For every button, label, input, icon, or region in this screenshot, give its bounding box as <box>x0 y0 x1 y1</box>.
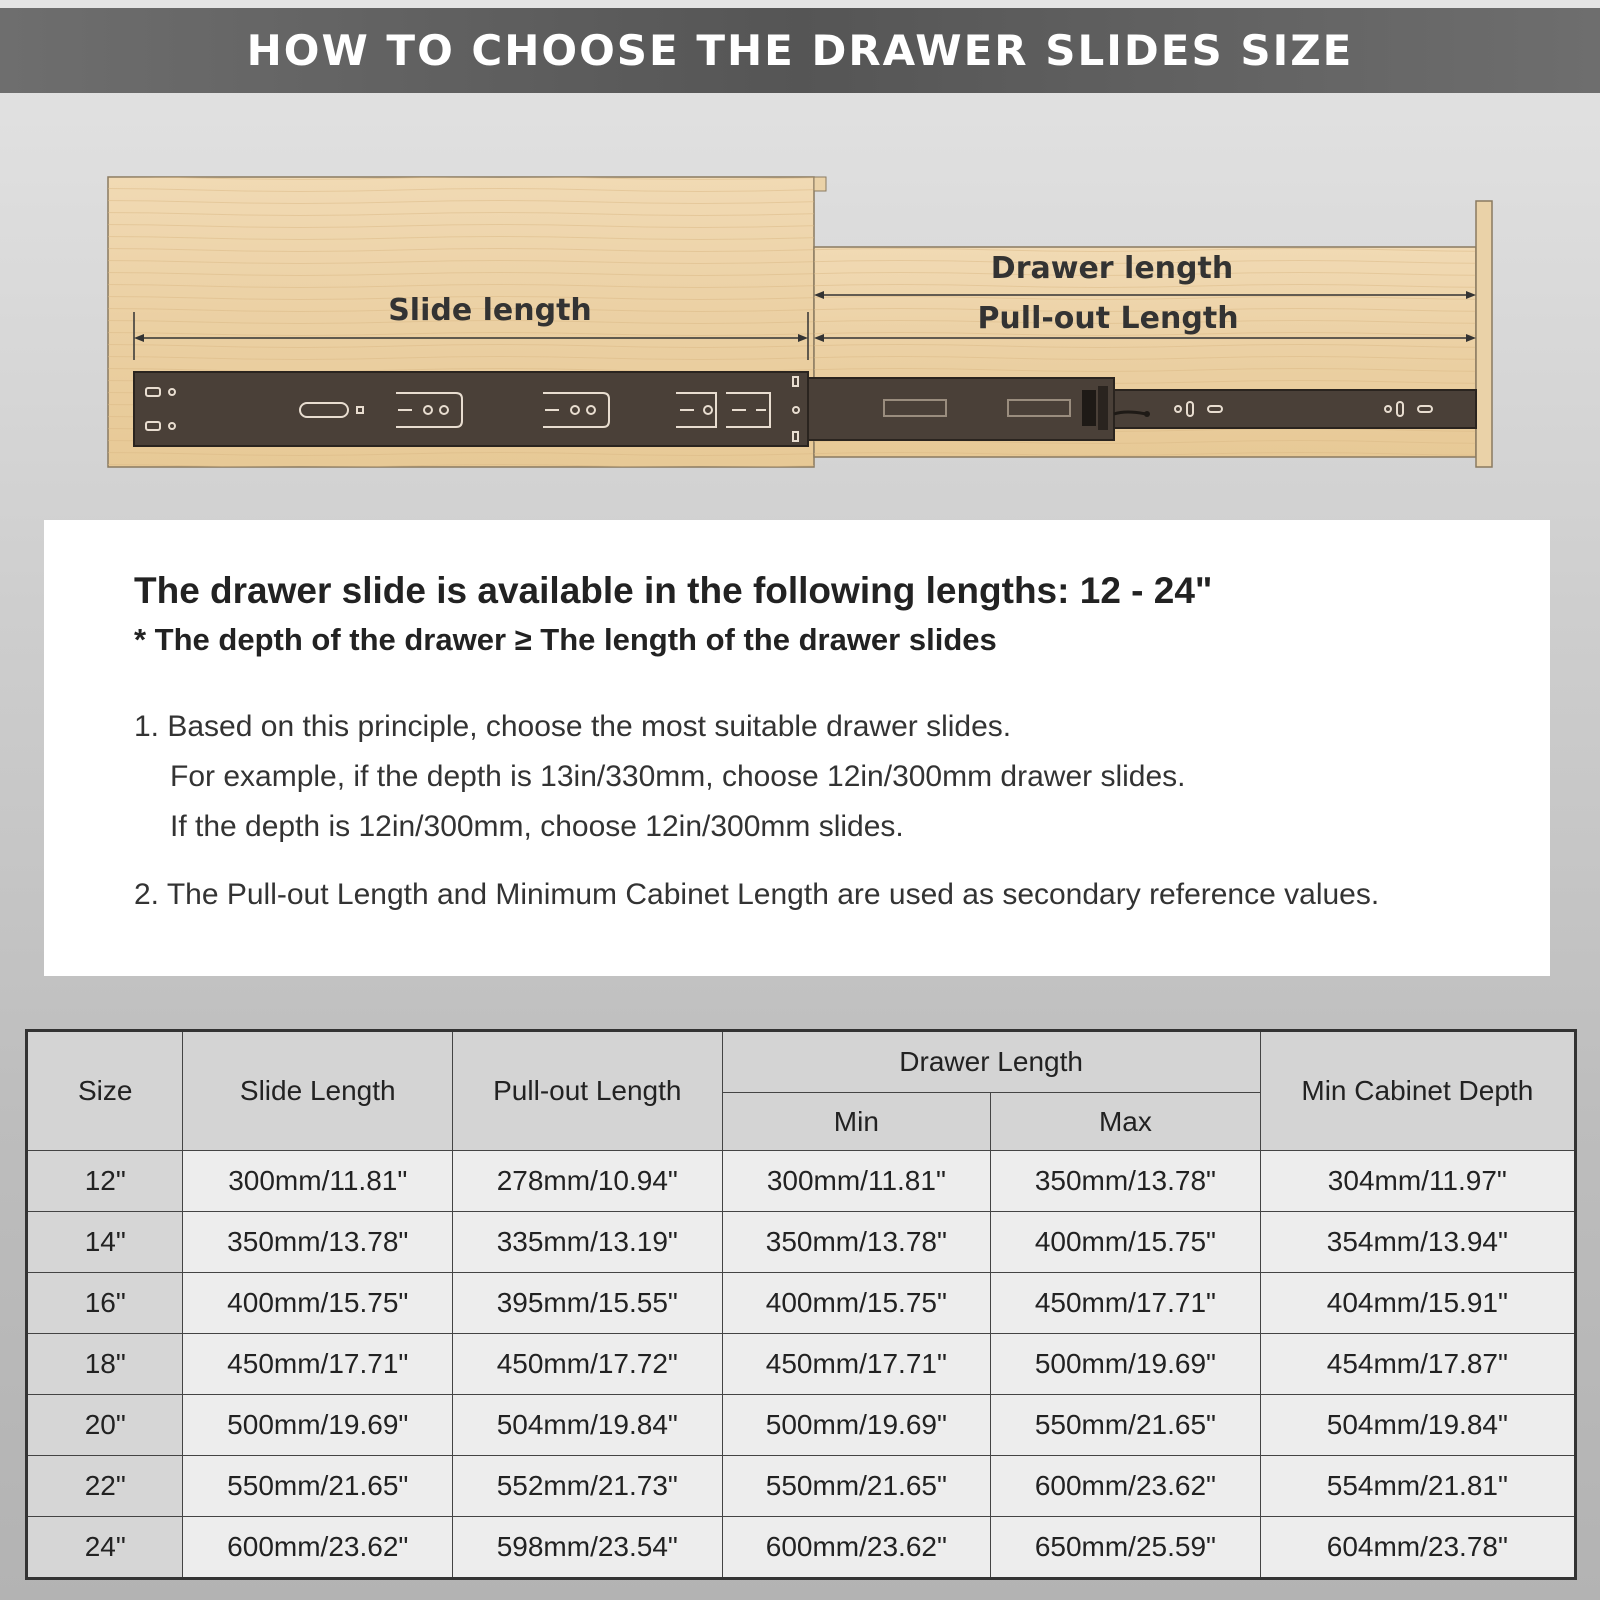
min-cabinet-depth-cell: 504mm/19.84" <box>1260 1395 1575 1456</box>
pullout-length-cell: 598mm/23.54" <box>453 1517 723 1579</box>
slide-middle-rail <box>808 378 1114 440</box>
table-row <box>27 1456 1576 1517</box>
drawer-min-cell: 300mm/11.81" <box>722 1151 991 1212</box>
header-slide-length: Slide Length <box>183 1031 453 1151</box>
slide-inner-rail <box>1114 390 1476 428</box>
page-title: HOW TO CHOOSE THE DRAWER SLIDES SIZE <box>246 26 1354 75</box>
size-cell: 22" <box>27 1456 183 1517</box>
pullout-length-cell: 395mm/15.55" <box>453 1273 723 1334</box>
slide-length-cell: 550mm/21.65" <box>183 1456 453 1517</box>
pullout-length-cell: 504mm/19.84" <box>453 1395 723 1456</box>
table-row <box>27 1212 1576 1273</box>
size-cell: 12" <box>27 1151 183 1212</box>
title-banner <box>0 8 1600 93</box>
pullout-length-label: Pull-out Length <box>977 301 1239 336</box>
min-cabinet-depth-cell: 604mm/23.78" <box>1260 1517 1575 1579</box>
header-size: Size <box>27 1031 183 1151</box>
drawer-max-cell: 350mm/13.78" <box>991 1151 1261 1212</box>
drawer-min-cell: 400mm/15.75" <box>722 1273 991 1334</box>
min-cabinet-depth-cell: 404mm/15.91" <box>1260 1273 1575 1334</box>
slide-length-cell: 400mm/15.75" <box>183 1273 453 1334</box>
size-cell: 18" <box>27 1334 183 1395</box>
header-min-cabinet-depth: Min Cabinet Depth <box>1260 1031 1575 1151</box>
table-row <box>27 1517 1576 1579</box>
min-cabinet-depth-cell: 354mm/13.94" <box>1260 1212 1575 1273</box>
slide-length-cell: 300mm/11.81" <box>183 1151 453 1212</box>
drawer-max-cell: 600mm/23.62" <box>991 1456 1261 1517</box>
header-pullout-length: Pull-out Length <box>453 1031 723 1151</box>
drawer-slide-diagram <box>0 160 1600 480</box>
slide-length-cell: 450mm/17.71" <box>183 1334 453 1395</box>
drawer-length-label: Drawer length <box>990 251 1234 286</box>
drawer-min-cell: 350mm/13.78" <box>722 1212 991 1273</box>
drawer-max-cell: 550mm/21.65" <box>991 1395 1261 1456</box>
drawer-max-cell: 400mm/15.75" <box>991 1212 1261 1273</box>
slide-outer-rail <box>134 372 808 446</box>
drawer-max-cell: 650mm/25.59" <box>991 1517 1261 1579</box>
table-row <box>27 1151 1576 1212</box>
size-cell: 16" <box>27 1273 183 1334</box>
guidance-item-2: 2. The Pull-out Length and Minimum Cabinet Length are used as secondary reference values. <box>134 878 1380 911</box>
size-spec-table <box>25 1029 1577 1580</box>
drawer-min-cell: 500mm/19.69" <box>722 1395 991 1456</box>
slide-length-cell: 350mm/13.78" <box>183 1212 453 1273</box>
min-cabinet-depth-cell: 554mm/21.81" <box>1260 1456 1575 1517</box>
table-row <box>27 1273 1576 1334</box>
table-row <box>27 1334 1576 1395</box>
drawer-min-cell: 550mm/21.65" <box>722 1456 991 1517</box>
availability-headline: The drawer slide is available in the following lengths: 12 - 24" <box>134 570 1213 611</box>
info-panel <box>44 520 1550 976</box>
size-cell: 20" <box>27 1395 183 1456</box>
drawer-max-cell: 500mm/19.69" <box>991 1334 1261 1395</box>
drawer-max-cell: 450mm/17.71" <box>991 1273 1261 1334</box>
slide-length-cell: 600mm/23.62" <box>183 1517 453 1579</box>
min-cabinet-depth-cell: 304mm/11.97" <box>1260 1151 1575 1212</box>
pullout-length-cell: 450mm/17.72" <box>453 1334 723 1395</box>
min-cabinet-depth-cell: 454mm/17.87" <box>1260 1334 1575 1395</box>
table-row <box>27 1395 1576 1456</box>
pullout-length-cell: 552mm/21.73" <box>453 1456 723 1517</box>
guidance-item-1: 1. Based on this principle, choose the most suitable drawer slides. <box>134 710 1012 743</box>
size-cell: 14" <box>27 1212 183 1273</box>
pullout-length-cell: 278mm/10.94" <box>453 1151 723 1212</box>
header-drawer-min: Min <box>722 1093 991 1151</box>
slide-length-cell: 500mm/19.69" <box>183 1395 453 1456</box>
guidance-list <box>134 702 1460 920</box>
size-cell: 24" <box>27 1517 183 1579</box>
guidance-item-1-example-2: If the depth is 12in/300mm, choose 12in/300mm slides. <box>170 810 904 843</box>
header-drawer-max: Max <box>991 1093 1261 1151</box>
drawer-min-cell: 450mm/17.71" <box>722 1334 991 1395</box>
slide-length-label: Slide length <box>388 293 592 328</box>
pullout-length-cell: 335mm/13.19" <box>453 1212 723 1273</box>
guidance-item-1-example: For example, if the depth is 13in/330mm, choose 12in/300mm drawer slides. <box>170 760 1186 793</box>
depth-rule-note: * The depth of the drawer ≥ The length of the drawer slides <box>134 622 997 657</box>
drawer-min-cell: 600mm/23.62" <box>722 1517 991 1579</box>
header-drawer-length: Drawer Length <box>722 1031 1260 1093</box>
